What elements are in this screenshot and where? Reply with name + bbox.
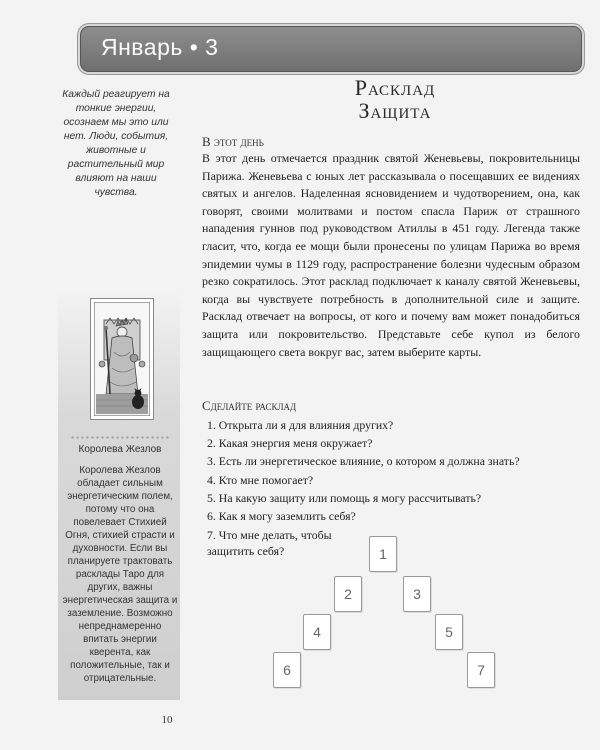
question-item: 1. Открыта ли я для влияния других?: [207, 418, 394, 432]
question-item: 2. Какая энергия меня окружает?: [207, 436, 373, 451]
question-item: 3. Есть ли энергетическое влияние, о котором я должна знать?: [207, 454, 520, 469]
page-header-title: Январь • 3: [101, 34, 219, 60]
card-slot-7: 7: [467, 652, 495, 688]
card-slot-5: 5: [435, 614, 463, 650]
question-item: 7. Что мне делать, чтобы защитить себя?: [207, 528, 332, 558]
queen-of-wands-illustration: [94, 302, 150, 416]
today-section-heading: В этот день: [202, 134, 264, 149]
card-slot-3: 3: [403, 576, 431, 612]
card-slot-4: 4: [303, 614, 331, 650]
tarot-card-description: Королева Жезлов обладает сильным энергетическим полем, потому что она повелевает Стихией Огня, стихией страсти и духовности. Если вы планируете трактовать расклады Таро для других, важны энергетическая защита и заземление. Возможно непреднамеренно впитать энергии кверента, как положительные, так и отрицательные.: [62, 465, 178, 684]
spread-title-line1: Расклад: [354, 75, 436, 100]
today-text: В этот день отмечается праздник святой Женевьевы, покровительницы Парижа. Женевьева с юных лет рассказывала о посещавших ее видениях святых и ангелов. Наделенная ясновидением и чудотворением, она, как говорят, своими молитвами и постом спасла Париж от страшного нападения гуннов под руководством Атиллы в 451 году. Легенда также гласит, что, когда ее мощи были пронесены по улицам Парижа во время эпидемии чумы в 1129 году, распространение болезни чудесным образом резко сократилось. Этот расклад подключает к каналу святой Женевьевы, когда вы чувствуете потребность в дополнительной силе и защите. Расклад отвечает на вопросы, от кого и почему вам может понадобиться защита или покровительство. Представьте себе купол из белого защищающего света вокруг вас, затем выберите карты.: [202, 151, 580, 359]
date-banner: [80, 26, 582, 72]
spread-title-line2: Защита: [358, 98, 432, 123]
tarot-card-image: [90, 298, 154, 420]
spread-section-heading: Сделайте расклад: [202, 398, 297, 413]
page-number: 10: [161, 714, 173, 726]
question-item: 6. Как я могу заземлить себя?: [207, 508, 356, 523]
card-slot-6: 6: [273, 652, 301, 688]
sidebar-quote: Каждый реагирует на тонкие энергии, осознаем мы это или нет. Люди, события, животные и растительный мир влияют на наши чувства.: [62, 89, 170, 198]
question-item: 4. Кто мне помогает?: [207, 472, 314, 487]
card-slot-2: 2: [334, 576, 362, 612]
tarot-card-name: Королева Жезлов: [78, 444, 162, 455]
caption-divider: [70, 436, 170, 439]
question-item: 5. На какую защиту или помощь я могу рассчитывать?: [207, 490, 482, 505]
spread-title: [200, 76, 590, 122]
card-slot-1: 1: [369, 536, 397, 572]
question-list: [207, 416, 567, 525]
